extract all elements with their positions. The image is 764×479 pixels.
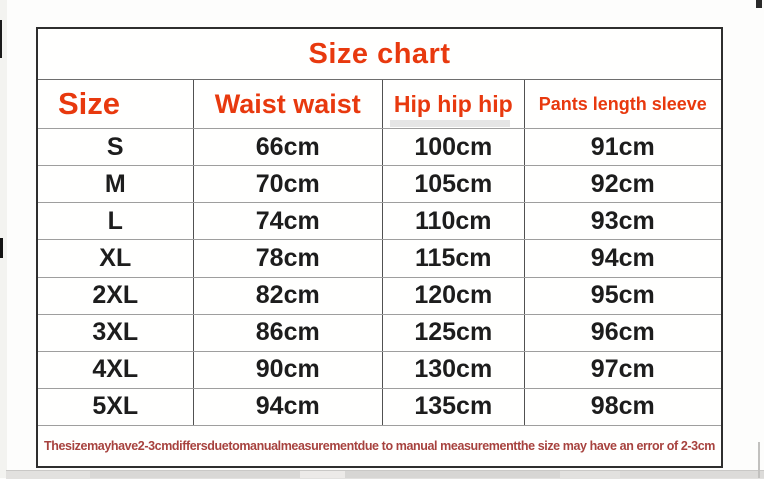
table-cell-size: 3XL [38,315,194,351]
scan-artifact-mark [0,20,2,58]
table-row [38,315,721,352]
table-cell-size: 2XL [38,278,194,314]
table-cell-size: 5XL [38,389,194,425]
table-cell-waist: 86cm [194,315,383,351]
table-cell-length: 95cm [590,281,655,310]
table-cell-length: 94cm [590,243,655,272]
table-cell-waist: 90cm [194,352,383,388]
column-header-waist: Waist waist [194,80,383,128]
table-cell-waist: 82cm [194,278,383,314]
highlight-smudge [390,120,510,127]
table-row [38,166,721,203]
table-cell-hip: 115cm [383,240,525,276]
table-cell-hip: 125cm [383,315,525,351]
table-cell-size: S [38,129,194,165]
table-cell-length: 91cm [590,132,655,161]
table-cell-waist: 74cm [194,203,383,239]
table-cell-hip: 100cm [383,129,525,165]
table-cell-waist: 78cm [194,240,383,276]
table-row [38,240,721,277]
table-row [38,278,721,315]
table-cell-length: 97cm [590,355,655,384]
table-cell-size: M [38,166,194,202]
scan-bottom-patch [345,471,560,478]
table-cell-length: 96cm [590,318,655,347]
table-row [38,389,721,426]
table-header-row [38,80,721,129]
table-row [38,203,721,240]
table-cell-waist: 94cm [194,389,383,425]
chart-title: Size chart [308,37,451,70]
table-cell-hip: 110cm [383,203,525,239]
table-cell-hip: 135cm [383,389,525,425]
table-cell-size: XL [38,240,194,276]
table-cell-hip: 105cm [383,166,525,202]
table-cell-size: 4XL [38,352,194,388]
title-row [38,29,721,80]
size-chart-table [36,27,723,468]
table-cell-hip: 120cm [383,278,525,314]
column-header-hip: Hip hip hip [383,80,525,128]
table-cell-waist: 70cm [194,166,383,202]
table-cell-hip: 130cm [383,352,525,388]
table-cell-waist: 66cm [194,129,383,165]
scan-artifact-mark [0,238,3,258]
table-cell-length: 92cm [590,169,655,198]
note-row [38,426,721,466]
table-cell-size: L [38,203,194,239]
scan-artifact-mark [758,442,760,478]
table-row [38,129,721,166]
column-header-pants: Pants length sleeve [538,93,707,114]
table-row [38,352,721,389]
scan-artifact-mark [756,0,762,8]
table-cell-length: 93cm [590,206,655,235]
scan-bottom-patch [90,471,300,478]
scan-bottom-patch [620,471,764,478]
column-header-size: Size [38,80,194,128]
scan-bottom-patch [300,471,345,478]
measurement-note: Thesizemayhave2-3cmdiffersduetomanualmeasurementdue to manual measurementthe size may have an error of 2-3cm [44,439,715,453]
table-cell-length: 98cm [590,392,655,421]
